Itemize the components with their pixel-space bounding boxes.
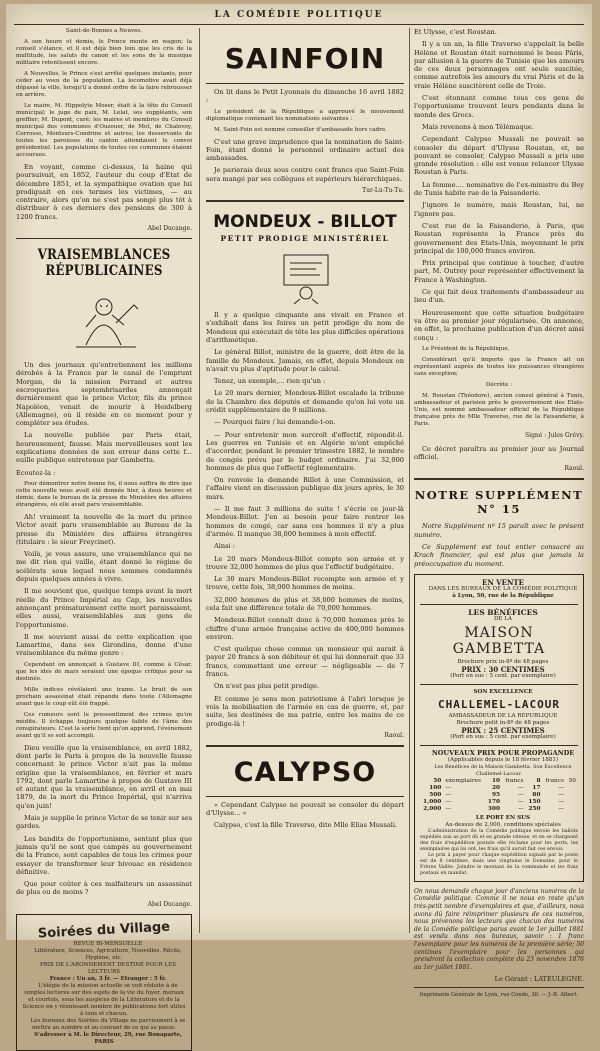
divider xyxy=(206,745,404,747)
ad-line: S'adresser à M. le Directeur, 29, rue Bonaparte, PARIS xyxy=(34,1031,182,1045)
price-cell: — xyxy=(517,791,524,798)
price-cell: — xyxy=(558,784,564,791)
paragraph: Le 20 mars dernier, Mondeux-Billot escalade la tribune de la Chambre des députés et demande qu'on lui vote un crédit supplémentaire de 9 millions. xyxy=(206,389,404,415)
paragraph: Il me souvient que, quelque temps avant la mort réelle du Prince Impérial au Cap, les nouvelles annonçant prématurément cette mort paraissaient, elles aussi, vraisemblables aux gens de l'opportunisme. xyxy=(16,587,192,629)
quote: Ces rumeurs sont le pressentiment des crimes qu'on médite. Il échappe toujours quelque faible de l'âme des conspirateurs. C'est la sorte tient qu'on apprend, l'événement avant qu'il se soit accompli. xyxy=(16,711,192,739)
price-cell: — xyxy=(445,791,452,798)
newspaper-page xyxy=(6,4,592,1045)
article-subtitle: PETIT PRODIGE MINISTÉRIEL xyxy=(220,234,390,244)
paragraph: Ce qui fait deux traitements d'ambassadeur au lieu d'un. xyxy=(414,288,584,305)
column-3 xyxy=(414,28,584,999)
divider xyxy=(414,987,584,988)
gerant-signature: Le Gérant : LATEULEGNE. xyxy=(494,975,584,984)
back-issues-note: On nous demande chaque jour d'anciens numéros de la Comédie politique. Comme il ne nous en reste qu'un très-petit nombre d'exemplaires et que, d'ailleurs, nous avons dû faire réimprimer plusieurs de ces numéros, nous prévenons les lecteurs que chacun des numéros de la Comédie politique parus avant le 1er juillet 1881 est vendu dans nos bureaux, savoir : 1 franc l'exemplaire pour les numéros de la première série; 50 centimes l'exemplaire pour les personnes qui prendront la collection complète du 23 novembre 1876 au 1er juillet 1881. xyxy=(414,887,584,971)
paragraph: Voilà, je vous assure, une vraisemblance qui ne me dit rien qui vaille, étant donné le régime de scélérats sous lequel nous sommes condamnés depuis quelques années à vivre. xyxy=(16,550,192,584)
paragraph: C'est quelque chose comme un monsieur qui aurait à payer 20 francs à son débiteur et qui lui donnerait que 33 francs, commettant une erreur — négligeable — de 7 francs. xyxy=(206,645,404,679)
ad-line: SON EXCELLENCE xyxy=(473,688,533,695)
price-cell xyxy=(566,799,578,806)
price-row xyxy=(420,799,578,806)
price-cell: — xyxy=(445,798,452,805)
column-1 xyxy=(16,28,192,1045)
paragraph: Que pour coûter à ces malfaiteurs un assassinat de plus ou de moins ? xyxy=(16,880,192,897)
price-cell: 80 xyxy=(532,791,541,798)
paragraph: — Il me faut 3 millions de suite ! s'écrie ce jour-là Mondeux-Billot. J'en ai besoin pour faire rentrer les hommes de congé, car sans ces hommes il n'y a plus d'armée. Il manque 38,000 hommes à mon effectif. xyxy=(206,505,404,538)
quote: Pour démontrer notre bonne foi, il nous suffira de dire que cette nouvelle nous avait été donnée hier, à deux heures et demie, dans le bureau de la presse du Ministère des affaires étrangères, où elle avait paru vraisemblable. xyxy=(16,480,192,508)
paragraph: « Cependant Calypso ne pouvait se consoler du départ d'Ulysse... » xyxy=(206,800,404,818)
price-cell: francs xyxy=(545,777,564,784)
paragraph: Notre Supplément nº 15 paraît avec le présent numéro. xyxy=(414,522,584,539)
ad-line: Brochure petit in-8º de 48 pages xyxy=(456,719,550,726)
paragraph: Calypso, c'est la fille Traverso, dite Mlle Elias Mussali. xyxy=(214,821,398,830)
ad-line: Les bureaux des Soirées du Village ne parviennent à se mettre au nombre et au courant de ce qui se passe. xyxy=(30,1017,186,1031)
paragraph: Ah! vraiment la nouvelle de la mort du prince Victor avait paru vraisemblable au Bureau de la presse du Ministère des affaires étrangères (titulaire : le sieur Freycinet). xyxy=(16,512,192,546)
column-2 xyxy=(206,28,404,933)
paragraph: Le 30 mars Mondeux-Billot recompte son armée et y trouve, cette fois, 38,000 hommes de moins. xyxy=(206,575,404,592)
masthead: LA COMÉDIE POLITIQUE xyxy=(214,10,384,20)
ad-line: LE PORT EN SUS xyxy=(475,814,531,821)
paragraph: Mais revenons à mon Télémaque. xyxy=(422,122,534,131)
ad-line: L'administration de la Comédie politique envoie les ballots expédiés aux as port dû et en grande vitesse, et en se chargeant des frais d'expédition postale elle réclame pour les ports, les exemplaires qui lui ont, les frais qu'il aurait fait ces envois. xyxy=(420,828,578,852)
paragraph: On renvoie la demande Billot à une Commission, et l'affaire vient en discussion publique dix jours après, le 30 mars. xyxy=(206,476,404,501)
paragraph: Et Ulysse, c'est Roustan. xyxy=(414,28,497,36)
article-title-calypso: CALYPSO xyxy=(233,756,377,788)
ad-line: NOUVEAUX PRIX POUR PROPAGANDE xyxy=(431,748,575,757)
paragraph: — Pour entretenir mon surcroît d'effectif, répondit-il. Les guerres en Tunisie et en Algérie m'ont empêché d'accorder, pendant le premier trimestre 1882, le nombre de congés prévu par le budget ordinaire. J'ai 32,000 hommes de plus que l'effectif réglementaire. xyxy=(206,430,404,472)
price-cell: francs xyxy=(505,777,524,784)
price-row xyxy=(420,806,578,813)
decree-line: Le Président de la République, xyxy=(422,345,510,352)
paragraph: Il me souvient aussi de cette explication que Lamartine, dans ses Girondins, donne d'une vraisemblance du même genre : xyxy=(16,632,192,658)
paragraph: Les bandits de l'opportunisme, sentant plus que jamais qu'il ne sont que campés au gouvernement de la France, sont capables de tous les crimes pour essayer de transformer leur bivouac en résidence définitive. xyxy=(16,834,192,876)
paragraph: On lit dans le Petit Lyonnais du dimanche 16 avril 1882 : xyxy=(206,88,404,105)
divider xyxy=(206,796,404,797)
price-table xyxy=(420,778,578,813)
price-cell: 2,000 xyxy=(423,805,442,812)
ad-line: DE LA xyxy=(493,615,513,622)
masthead-rule xyxy=(14,24,584,25)
ad-price: PRIX : 30 CENTIMES xyxy=(461,664,545,674)
price-cell: — xyxy=(517,798,524,805)
paragraph: 32,000 hommes de plus et 38,000 hommes de moins, cela fait une différence totale de 70,000 hommes. xyxy=(206,595,404,612)
price-cell: — xyxy=(517,805,524,812)
ad-line: (Port en sus : 5 cent. par exemplaire) xyxy=(450,733,556,740)
price-cell: — xyxy=(445,805,452,812)
ad-title-gambetta: MAISON GAMBETTA xyxy=(452,624,546,657)
price-cell xyxy=(566,785,578,792)
ad-line: (Port en sus : 5 cent. par exemplaire) xyxy=(450,672,556,679)
price-row xyxy=(420,792,578,799)
signature: Raoul. xyxy=(384,731,404,739)
paragraph: Je parierais deux sous contre cent francs que Saint-Foin sera mangé par ses collègues et supérieurs hiérarchiques. xyxy=(206,166,404,183)
price-cell xyxy=(566,792,578,799)
price-cell: 300 xyxy=(487,805,501,812)
decree-line: Considérant qu'il importe que la France ait un représentant auprès de toutes les puissances étrangères sans exception; xyxy=(414,356,584,377)
paragraph: Mondeux-Billot connaît donc à 70,000 hommes près le chiffre d'une armée française active de 400,000 hommes environ. xyxy=(206,616,404,641)
ad-title: Soirées du Village xyxy=(37,919,171,942)
paragraph: Il y a un an, la fille Traverso s'appelait la belle Hélène et Roustan était surnommé le beau Pâris, par allusion à la guerre de Tunisie que les amours de ces deux personnages ont seule suscitée, comme autrefois les amours du vrai Pâris et de la vraie Hélène suscitèrent celle de Troie. xyxy=(414,40,584,90)
price-cell: 500 xyxy=(429,791,442,798)
paragraph: La nouvelle publiée par Paris était, heureusement, fausse. Mais merveilleuses sont les explications données de son erreur dans cette f... euille publique entretenue par Gambetta. xyxy=(16,431,192,465)
paragraph: Dieu veuille que la vraisemblance, en avril 1882, dont parle le Paris à propos de la nouvelle fausse concernant le prince Victor n'ait pas la même origine que la vraisemblance, en février et mars 1792, dont parle Lamartine à propos de Gustave III et autant que la vraisemblance, en avril et en mai 1879, de la mort du Prince Impérial, qui n'arriva qu'en juin! xyxy=(16,743,192,810)
ad-line: AMBASSADEUR DE LA RÉPUBLIQUE xyxy=(448,712,558,719)
article-title-supplement: NOTRE SUPPLÉMENT N° 15 xyxy=(414,488,584,517)
price-cell: 8 xyxy=(536,777,541,784)
price-cell: exemplaires xyxy=(445,777,481,784)
article-title-sainfoin: SAINFOIN xyxy=(224,42,386,75)
paragraph: Prix principal que continue à toucher, d'autre part, M. Outrey pour représenter effectivement la France à Washington. xyxy=(414,259,584,284)
signature: Abel Ducange. xyxy=(147,900,192,908)
divider xyxy=(206,83,404,84)
ad-line: France : Un an, 3 fr. — Etranger : 5 fr. xyxy=(49,975,167,982)
ad-line: Au-dessus de 2,000, conditions spéciales xyxy=(445,821,561,828)
price-cell: 1,000 xyxy=(423,798,442,805)
paragraph: Le maire, M. Hippolyte Moser, était à la tête du Conseil municipal; le juge de paix, M. Lelat, ses suppléants, son greffier; M. Dupont, curé; les maires et membres du Conseil municipal des communes d'Ouzouer, de Mot, de Chalevoy, Corrosse, Montsurs-Condrine et autres; les desservants de toutes les paroisses du canton attendaient le convoi présidentiel. Les populations de toutes ces communes étaient accourues. xyxy=(16,103,192,158)
signature: Tur-Lu-Tu-Tu. xyxy=(362,187,404,195)
ad-price: PRIX : 25 CENTIMES xyxy=(461,725,545,735)
paragraph: Et comme je sens mon patriotisme à l'abri lorsque je vois la mobilisation de l'armée en cas de guerre, et, par suite, les destinées de ma patrie, entre les mains de ce prodige-là ! xyxy=(206,694,404,728)
paragraph: — Pourquoi faire / lui demande-t-on. xyxy=(214,418,336,427)
ad-line: Brochure prix in-8º de 48 pages xyxy=(457,658,549,665)
paragraph: En voyant, comme ci-dessus, la haine qui poursuivait, en 1852, l'auteur du coup d'Etat de décembre 1851, et la sympathique ovation que lui prodiguait en ces termes les victimes, — au contraire, alors qu'on ne s'est pas songé plus tôt à distribuer à ces derniers des pensions de 300 à 1200 francs. xyxy=(16,163,192,221)
price-cell: — xyxy=(558,805,564,812)
price-cell: 150 xyxy=(528,798,541,805)
column-divider xyxy=(199,28,200,933)
caricature-illustration-icon xyxy=(206,249,404,305)
ad-line: DANS LES BUREAUX DE LA COMÉDIE POLITIQUE xyxy=(428,585,578,592)
price-cell: 10 xyxy=(491,777,501,784)
price-cell: 50 xyxy=(433,777,442,784)
price-cell: 170 xyxy=(487,798,501,805)
paragraph: C'est une grave imprudence que la nomination de Saint-Foin, étant donné le personnel ordinaire actuel des ambassades. xyxy=(206,137,404,163)
ad-line: à Lyon, 50, rue de la République xyxy=(452,592,554,599)
price-cell: 95 xyxy=(491,791,501,798)
printer-line: Imprimerie Générale de Lyon, rue Condé, 30. — J.-B. Albert. xyxy=(419,992,579,999)
paragraph: A son heure et demie, le Prince monte en wagon; la conseil s'élance, et il est déjà bien loin que les cris de la multitude, les saluts du canon et les sons de la musique militaire retentissent encore. xyxy=(16,39,192,66)
column-divider xyxy=(409,28,410,933)
section-header: Saint-de-Bonnes a Neuves. xyxy=(65,28,143,34)
article-title-mondeux-billot: MONDEUX - BILLOT xyxy=(213,212,397,233)
ad-line: EN VENTE xyxy=(482,577,524,587)
price-row xyxy=(420,785,578,792)
signature: Raoul. xyxy=(564,465,584,473)
advertisement-brochures xyxy=(414,574,584,882)
advertisement-soirees xyxy=(16,914,192,1051)
divider xyxy=(206,200,404,202)
signature: Signé : Jules Grévy. xyxy=(525,431,584,439)
ad-line: REVUE BI-MENSUELLE xyxy=(73,940,143,947)
quote: Cependant on annonçait à Gustave III, comme à César, que les ides de mars seraient une époque critique pour sa destinée. xyxy=(16,661,192,682)
paragraph: C'est étonnant comme tous ces gens de l'opportunisme trouvent leurs pendants dans le monde des Grecs. xyxy=(414,94,584,119)
decree-line: Décrète : xyxy=(485,381,513,388)
caricature-illustration-icon xyxy=(16,285,192,355)
ad-line: PRIX DE L'ABONNEMENT DESTINÉ POUR LES LECTEURS xyxy=(40,961,176,975)
paragraph: Il y a quelque cinquante ans vivait en France et s'exhibait dans les foires un petit prodige du nom de Mondeux qui exécutait de tête les plus difficiles opérations d'arithmétique. xyxy=(206,311,404,344)
divider xyxy=(420,684,578,685)
paragraph: Ce décret paraîtra au premier jour au Journal officiel. xyxy=(414,444,584,462)
divider xyxy=(16,238,192,239)
ad-line: Le prix à payer pour chaque expédition signalé par le poste est de 8 centimes, mais une vingtaine le Domaine, pour le Frères Vallée. Joindre le montant de la commande et les frais postaux en mandat. xyxy=(420,852,578,876)
price-cell: 17 xyxy=(532,784,541,791)
paragraph: Ecoutez-la : xyxy=(16,468,56,477)
price-cell: 20 xyxy=(491,784,501,791)
ad-line: L'élégie de la mission actuelle se voit réduite à de simples lectures sur des sujets de la vie du foyer, moraux et courtois, sous les auspices de la Littérature et de la Science en y réunissant nombre de publications fort utiles à tous et chacun. xyxy=(22,982,186,1017)
quote: Mille indices révélaient une trame. Le bruit de son prochain assassinat était répandu dans toute l'Allemagne avant que le coup eût été frappé. xyxy=(16,686,192,707)
signature: Abel Ducange. xyxy=(147,225,192,233)
price-cell: — xyxy=(517,784,524,791)
paragraph: On n'est pas plus petit prodige. xyxy=(214,682,320,691)
article-title-vraisemblances: VRAISEMBLANCES RÉPUBLICAINES xyxy=(37,247,171,280)
paragraph: Ainsi : xyxy=(214,542,235,551)
divider xyxy=(414,478,584,480)
paragraph: J'ignore le numéro, mais Roustan, lui, ne l'ignore pas. xyxy=(414,201,584,218)
price-cell: 100 xyxy=(429,784,442,791)
ad-line: Littérature, Sciences, Agriculture, Nouvelles, Récits, Hygiène, etc. xyxy=(34,947,182,961)
price-cell: 250 xyxy=(528,805,541,812)
price-row xyxy=(420,778,578,785)
divider xyxy=(420,745,578,746)
paragraph: Heureusement que cette situation budgétaire va être au premier jour régularisée. On annonce, en effet, la prochaine publication d'un décret ainsi conçu : xyxy=(414,308,584,342)
price-cell: — xyxy=(445,784,452,791)
divider xyxy=(420,604,578,605)
price-cell: — xyxy=(558,791,564,798)
decree-line: M. Roustan (Théodore), ancien consul général à Tunis, ambassadeur et parisien près le gouvernement des Etats-Unis, est nommé ambassadeur officiel de la République française près de Mlle Traverso, rue de la Faisanderie, à Paris. xyxy=(414,392,584,427)
ad-line: (Applicables depuis le 18 février 1881) xyxy=(447,756,559,763)
paragraph: A Nouvelles, le Prince s'est arrêté quelques instants, pour céder au voeu de la population. La locomotive avait déjà dépassé la ville, lorsqu'il a donné ordre de la faire rebrousser en arrière. xyxy=(16,71,192,98)
price-cell: 50 xyxy=(568,777,576,784)
ad-line: LES BÉNÉFICES xyxy=(468,607,538,617)
paragraph: Tenez, un exemple,... rien qu'un : xyxy=(214,377,326,386)
paragraph: Le général Billot, ministre de la guerre, doit être de la famille de Mondeux. Jamais, en effet, depuis Mondeux on n'avait vu plus d'aptitude pour le calcul. xyxy=(206,348,404,373)
price-cell: — xyxy=(558,798,564,805)
paragraph: Ce Supplément est tout entier consacré au Krach financier, qui est plus que jamais la préoccupation du moment. xyxy=(414,542,584,568)
paragraph: C'est rue de la Faisanderie, à Paris, que Roustan représente la France près du gouvernement des Etats-Unis, moyennant le prix principal de 100,000 francs environ. xyxy=(414,221,584,255)
ad-title-challemel: CHALLEMEL-LACOUR xyxy=(438,697,560,711)
paragraph: Le 20 mars Mondeux-Billot compte son armée et y trouve 32,000 hommes de plus que l'effectif budgétaire. xyxy=(206,554,404,571)
paragraph: La femme.... nominative de l'ex-ministre du Bey de Tunis habite rue de la Faisanderie. xyxy=(414,180,584,198)
paragraph: Un des journaux qu'entretiennent les millions dérobés à la France par le canal de l'emprunt Morgan, de la mission Ferrand et autres escroqueries septembrisardes annonçait dernièrement que le prince Victor, fils du prince Napoléon, venait de mourir à Heidelberg (Allemagne), où il réside en ce moment pour y compléter ses études. xyxy=(16,361,192,428)
paragraph: M. Saint-Foin est nommé conseiller d'ambassade hors cadre. xyxy=(214,126,387,133)
paragraph: Cependant Calypso Mussali ne pouvait se consoler du départ d'Ulysse Roustan, et, ne pouvant se consoler, Calypso Mussali a pris une grande résolution : elle est venue relancer Ulysse Roustan à Paris. xyxy=(414,135,584,177)
ad-line: Les Bénéfices de la Maison Gambetta. Son Excellence Challemel-Lacour. xyxy=(434,763,572,777)
paragraph: Le président de la République a approuvé le mouvement diplomatique contenant les nominations suivantes : xyxy=(206,108,404,122)
paragraph: Mais je supplie le prince Victor de se tenir sur ses gardes. xyxy=(16,814,192,831)
price-cell xyxy=(566,806,578,813)
